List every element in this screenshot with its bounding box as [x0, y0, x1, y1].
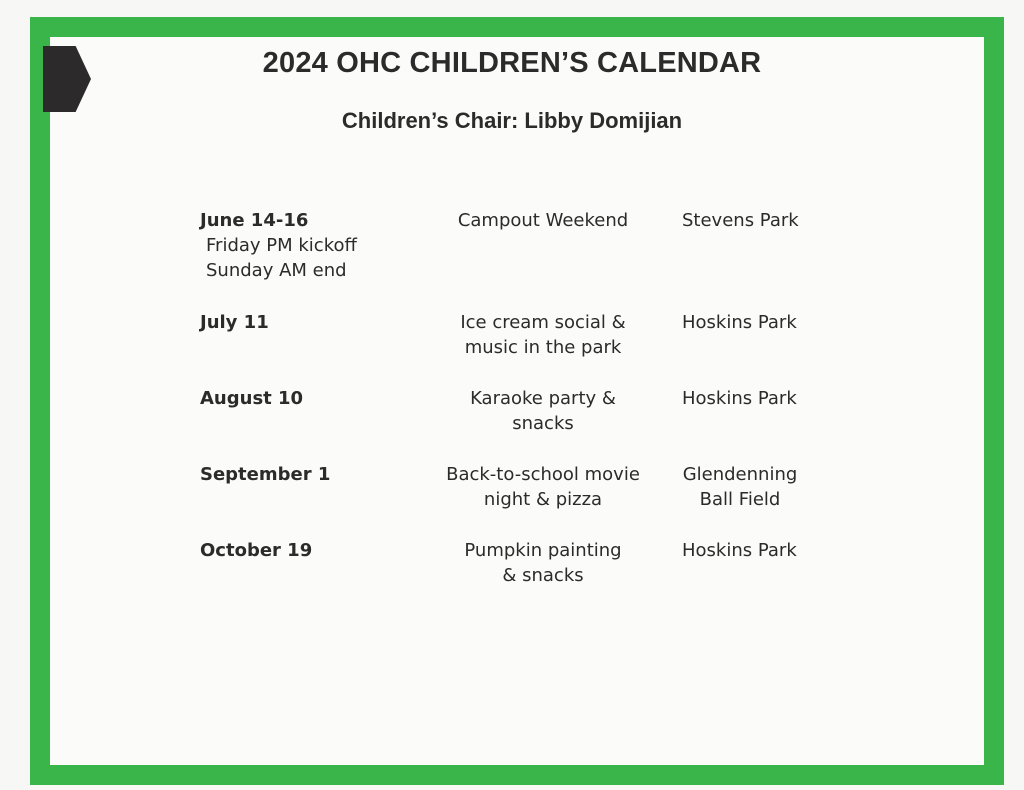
event-activity: Campout Weekend [457, 210, 629, 231]
event-activity: Ice cream social & music in the park [460, 312, 626, 358]
event-location: Hoskins Park [682, 388, 797, 409]
event-date: October 19 [200, 540, 313, 561]
event-location: Stevens Park [682, 210, 799, 231]
event-date-block [200, 310, 420, 335]
event-date: September 1 [200, 464, 331, 485]
event-date: June 14-16 [200, 210, 309, 231]
event-activity: Pumpkin painting & snacks [464, 540, 622, 586]
event-date: August 10 [200, 388, 304, 409]
page-title: 2024 OHC CHILDREN’S CALENDAR [262, 47, 762, 79]
event-note: Friday PM kickoff [206, 235, 357, 256]
event-activity: Karaoke party & snacks [470, 388, 616, 434]
event-date-block [200, 208, 420, 283]
event-date-block [200, 386, 420, 411]
event-location: Hoskins Park [682, 312, 797, 333]
event-date-block [200, 538, 420, 563]
event-date-block [200, 462, 420, 487]
event-date: July 11 [200, 312, 269, 333]
event-activity: Back-to-school movie night & pizza [446, 464, 640, 510]
event-location: Glendenning Ball Field [682, 464, 798, 510]
event-note: Sunday AM end [206, 260, 347, 281]
event-location: Hoskins Park [682, 540, 797, 561]
page-subtitle: Children’s Chair: Libby Domijian [341, 108, 683, 133]
